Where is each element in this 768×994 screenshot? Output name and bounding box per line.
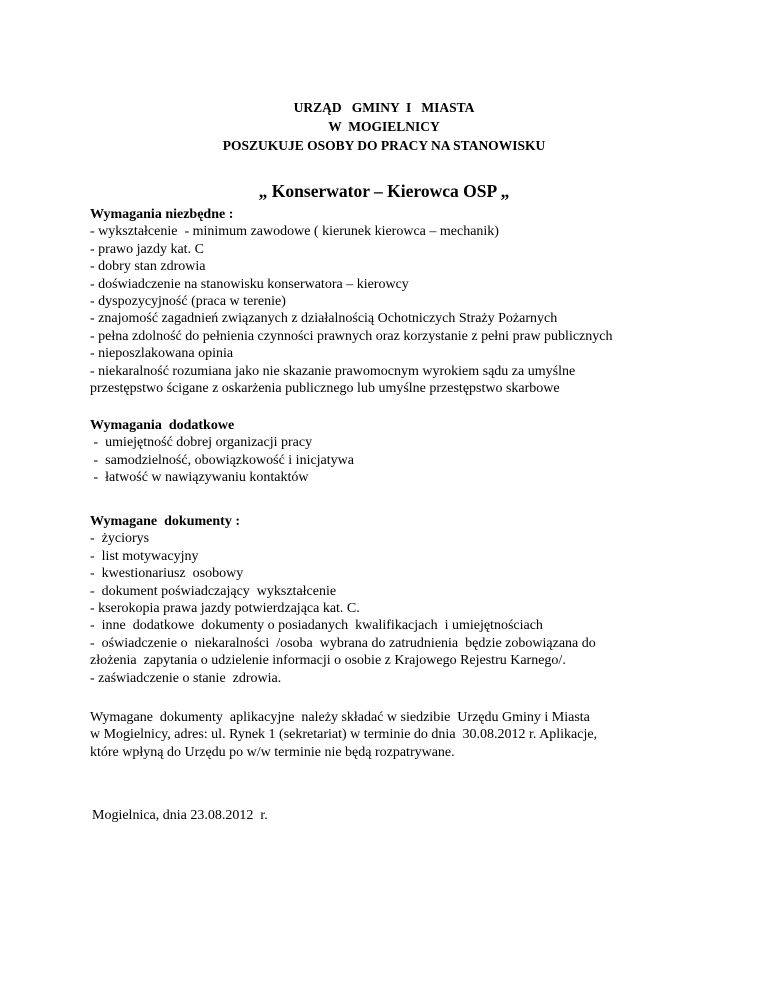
application-info-line: w Mogielnicy, adres: ul. Rynek 1 (sekretariat) w terminie do dnia 30.08.2012 r. Aplikacje, <box>90 727 598 743</box>
header-office-name: URZĄD GMINY I MIASTA <box>293 100 475 115</box>
document-item: - list motywacyjny <box>90 548 199 564</box>
additional-qualifications-heading: Wymagania dodatkowe <box>90 418 235 433</box>
application-info-line: które wpłyną do Urzędu po w/w terminie nie będą rozpatrywane. <box>90 744 455 760</box>
date-line: Mogielnica, dnia 23.08.2012 r. <box>92 808 268 823</box>
requirement-item: - dobry stan zdrowia <box>90 259 206 275</box>
requirement-item: - pełna zdolność do pełnienia czynności prawnych oraz korzystanie z pełni praw publicznych <box>90 328 613 344</box>
document-item: - kwestionariusz osobowy <box>90 566 244 582</box>
required-qualifications-section <box>90 206 690 397</box>
additional-qualifications-section <box>90 417 690 487</box>
requirement-item: - nieposzlakowana opinia <box>90 346 234 362</box>
document-item: złożenia zapytania o udzielenie informacji o osobie z Krajowego Rejestru Karnego/. <box>90 653 566 669</box>
requirement-item: - prawo jazdy kat. C <box>90 241 204 257</box>
place-and-date <box>92 807 692 824</box>
requirement-item: - dyspozycyjność (praca w terenie) <box>90 294 286 310</box>
additional-item: - umiejętność dobrej organizacji pracy <box>90 435 313 451</box>
requirement-item: przestępstwo ścigane z oskarżenia publicznego lub umyślne przestępstwo skarbowe <box>90 381 560 397</box>
application-info-line: Wymagane dokumenty aplikacyjne należy składać w siedzibie Urzędu Gminy i Miasta <box>90 710 590 725</box>
document-item: - życiorys <box>90 531 150 547</box>
requirement-item: - niekaralność rozumiana jako nie skazanie prawomocnym wyrokiem sądu za umyślne <box>90 363 576 379</box>
required-qualifications-heading: Wymagania niezbędne : <box>90 207 234 222</box>
required-documents-section <box>90 513 690 687</box>
additional-item: - łatwość w nawiązywaniu kontaktów <box>90 470 309 486</box>
requirement-item: - doświadczenie na stanowisku konserwatora – kierowcy <box>90 276 409 292</box>
requirement-item: - wykształcenie - minimum zawodowe ( kierunek kierowca – mechanik) <box>90 224 499 240</box>
application-info-paragraph <box>90 709 690 761</box>
document-item: - dokument poświadczający wykształcenie <box>90 583 337 599</box>
document-item: - oświadczenie o niekaralności /osoba wybrana do zatrudnienia będzie zobowiązana do <box>90 635 596 651</box>
document-item: - inne dodatkowe dokumenty o posiadanych kwalifikacjach i umiejętnościach <box>90 618 543 634</box>
header-office-location: W MOGIELNICY <box>328 119 440 134</box>
additional-item: - samodzielność, obowiązkowość i inicjatywa <box>90 452 354 468</box>
required-documents-heading: Wymagane dokumenty : <box>90 514 240 529</box>
office-header <box>0 98 768 155</box>
document-item: - kserokopia prawa jazdy potwierdzająca kat. C. <box>90 601 360 617</box>
document-item: - zaświadczenie o stanie zdrowia. <box>90 670 282 686</box>
header-announcement: POSZUKUJE OSOBY DO PRACY NA STANOWISKU <box>222 138 546 153</box>
job-title: „ Konserwator – Kierowca OSP „ <box>258 181 510 201</box>
requirement-item: - znajomość zagadnień związanych z działalnością Ochotniczych Straży Pożarnych <box>90 311 558 327</box>
